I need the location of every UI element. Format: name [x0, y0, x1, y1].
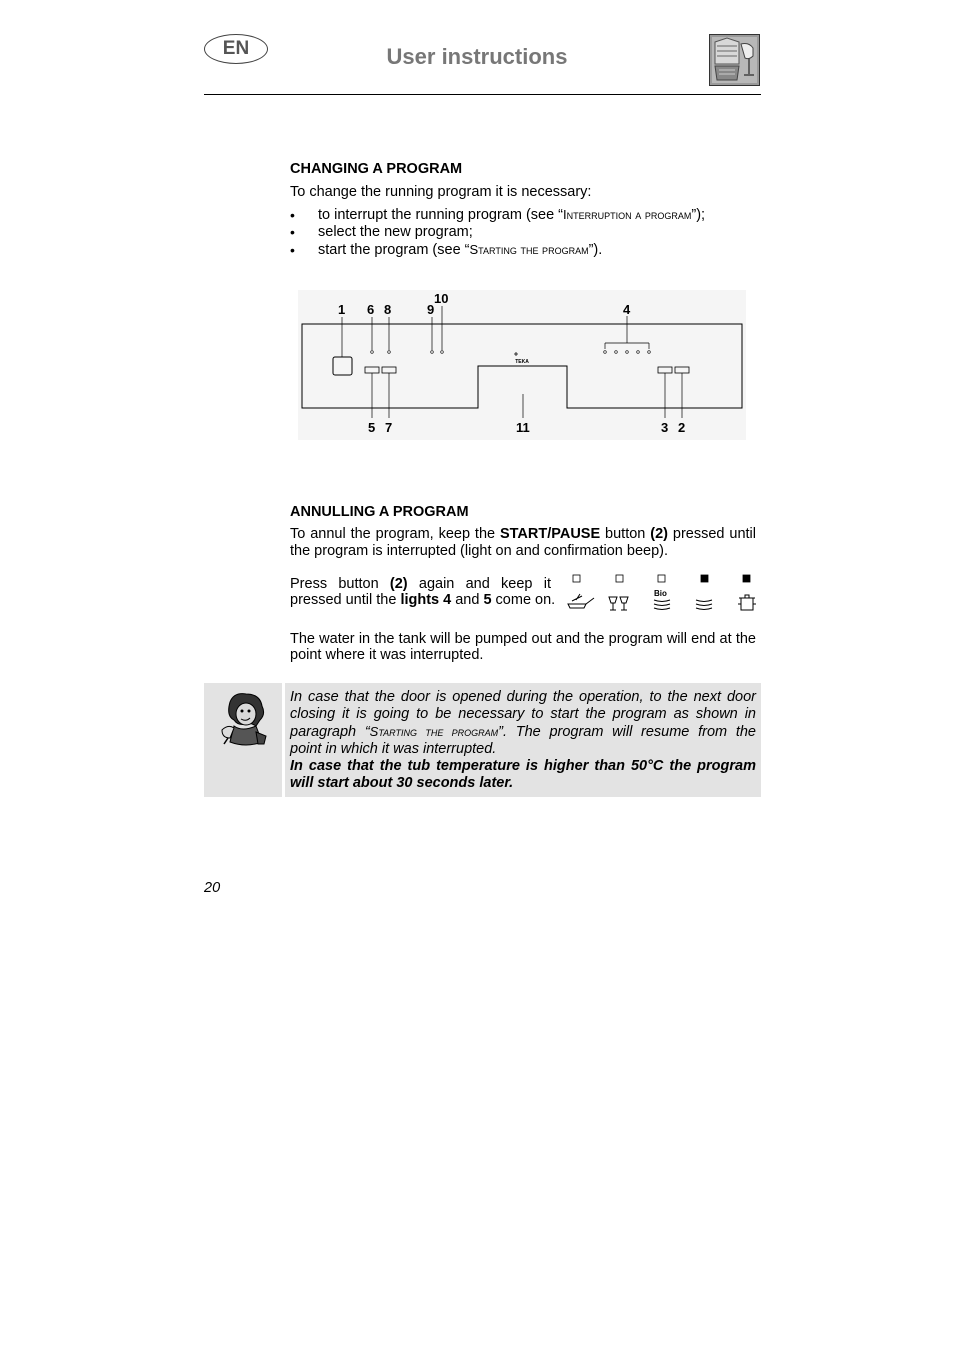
svg-text:TEKA: TEKA [515, 359, 529, 365]
press-paragraph-line1: Press button (2) again and keep it [290, 576, 551, 592]
svg-text:Bio: Bio [654, 589, 667, 598]
pot-icon [738, 595, 756, 610]
press-paragraph-line2: pressed until the lights 4 and 5 come on. [290, 592, 556, 608]
annul-paragraph-line1: To annul the program, keep the START/PAUSE button (2) pressed until [290, 526, 757, 542]
section-heading-annulling: ANNULLING A PROGRAM [290, 504, 469, 520]
label-11: 11 [516, 420, 530, 435]
note-line-3: paragraph “Starting the program”. The program will resume from the [290, 724, 756, 740]
pump-paragraph-line1: The water in the tank will be pumped out and the program will end at the [290, 631, 756, 647]
note-bold-line-2: will start about 30 seconds later. [290, 775, 514, 791]
light-on-indicator [743, 575, 750, 582]
label-1: 1 [338, 302, 346, 317]
section-heading-changing: CHANGING A PROGRAM [290, 161, 463, 177]
label-7: 7 [385, 420, 393, 435]
language-code: EN [222, 38, 250, 59]
header-divider [204, 94, 761, 95]
bullet-marker: • [290, 242, 295, 258]
page-title: User instructions [386, 44, 568, 69]
plates-icon [696, 600, 712, 610]
label-9: 9 [427, 302, 435, 317]
light-indicators [573, 575, 750, 582]
bullet-item-select: select the new program; [318, 224, 473, 240]
control-panel-diagram [298, 290, 746, 440]
bio-plates-icon [654, 589, 670, 610]
label-2: 2 [678, 420, 686, 435]
label-8: 8 [384, 302, 392, 317]
note-line-2: closing it is going to be necessary to start the program as shown in [290, 706, 756, 722]
bullet-item-interrupt: to interrupt the running program (see “Interruption a program”); [318, 207, 706, 223]
label-10: 10 [434, 291, 449, 306]
label-5: 5 [368, 420, 376, 435]
note-text [290, 689, 756, 792]
label-4: 4 [623, 302, 631, 317]
pump-paragraph-line2: point where it was interrupted. [290, 647, 484, 663]
light-off-indicator [573, 575, 580, 582]
light-off-indicator [616, 575, 623, 582]
label-6: 6 [367, 302, 375, 317]
note-line-4: point in which it was interrupted. [290, 741, 497, 757]
bullet-marker: • [290, 207, 295, 223]
page-number: 20 [204, 880, 221, 896]
light-on-indicator [701, 575, 708, 582]
label-3: 3 [661, 420, 669, 435]
annul-paragraph-line2: the program is interrupted (light on and confirmation beep). [290, 543, 669, 559]
pan-icon [568, 594, 594, 608]
dishwasher-icon [709, 34, 760, 86]
bullet-marker: • [290, 224, 295, 240]
section-intro: To change the running program it is necessary: [290, 184, 592, 200]
cartoon-woman-icon [216, 692, 270, 750]
note-bold-line-1: In case that the tub temperature is higher than 50°C the program [290, 758, 756, 774]
bullet-item-start: start the program (see “Starting the program”). [318, 242, 603, 258]
light-off-indicator [658, 575, 665, 582]
note-line-1: In case that the door is opened during the operation, to the next door [290, 689, 756, 705]
program-lights-row [562, 570, 762, 618]
wine-glasses-icon [609, 597, 628, 610]
